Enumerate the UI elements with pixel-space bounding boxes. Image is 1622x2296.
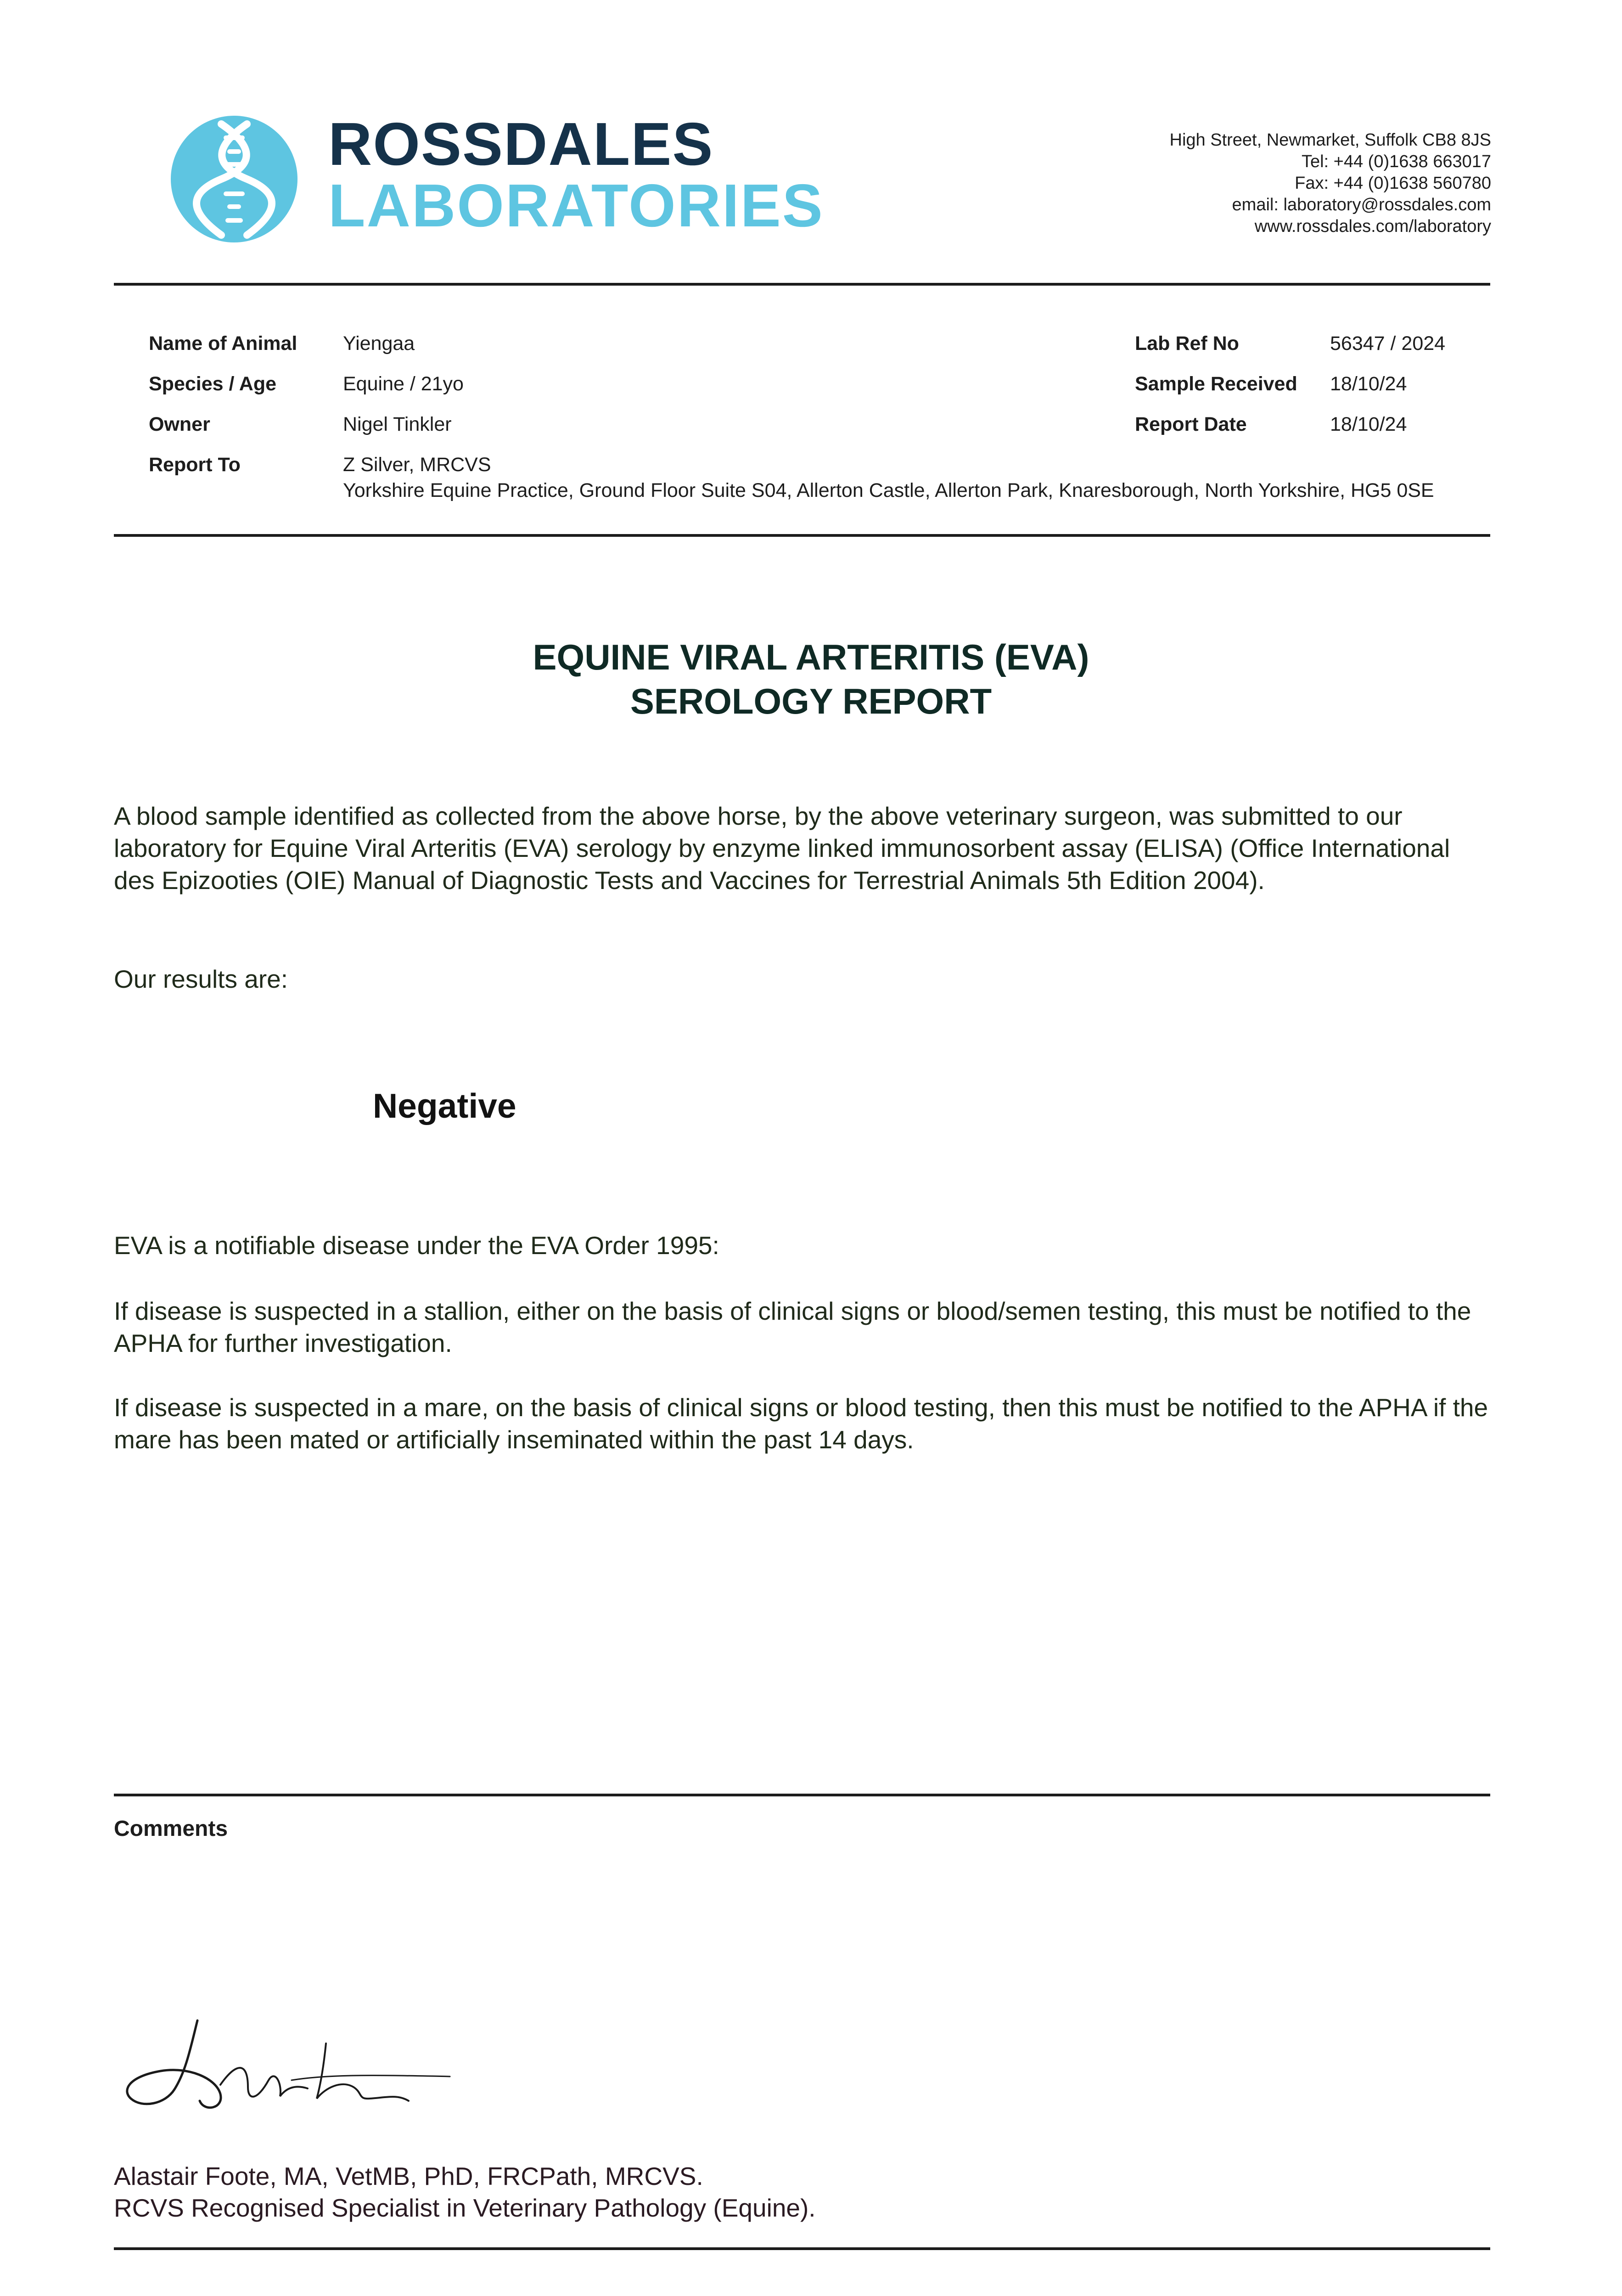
footer-divider [114,2247,1490,2250]
notifiable-paragraph: EVA is a notifiable disease under the EVA Order 1995: [114,1231,719,1260]
mare-paragraph: If disease is suspected in a mare, on the basis of clinical signs or blood testing, then this must be notified to the APHA if the mare has been mated or artificially inseminated within the past 14 days. [114,1393,1488,1454]
address-tel: Tel: +44 (0)1638 663017 [1301,152,1491,171]
address-email: email: laboratory@rossdales.com [1232,195,1491,214]
name-of-animal-label: Name of Animal [149,332,297,355]
dna-helix-icon [170,115,298,243]
species-age-value: Equine / 21yo [343,373,464,395]
address-website: www.rossdales.com/laboratory [1254,217,1491,236]
report-to-address: Yorkshire Equine Practice, Ground Floor Suite S04, Allerton Castle, Allerton Park, Knaresborough, North Yorkshire, HG5 0SE [343,479,1434,501]
sample-received-value: 18/10/24 [1330,373,1407,395]
comments-label: Comments [114,1817,228,1841]
report-to-label: Report To [149,454,241,476]
owner-label: Owner [149,413,210,435]
name-of-animal-value: Yiengaa [343,332,415,355]
lab-ref-label: Lab Ref No [1135,332,1239,355]
results-intro: Our results are: [114,965,288,993]
stallion-paragraph: If disease is suspected in a stallion, either on the basis of clinical signs or blood/semen testing, this must be notified to the APHA for further investigation. [114,1297,1471,1357]
details-divider [114,534,1490,537]
handwritten-signature [110,2007,477,2122]
sample-received-label: Sample Received [1135,373,1297,395]
owner-value: Nigel Tinkler [343,413,452,435]
report-to-name: Z Silver, MRCVS [343,454,491,476]
intro-paragraph: A blood sample identified as collected from the above horse, by the above veterinary surgeon, was submitted to our laboratory for Equine Viral Arteritis (EVA) serology by enzyme linked immunosorbent assay (ELISA) (Office International des Epizooties (OIE) Manual of Diagnostic Tests and Vaccines for Terrestrial Animals 5th Edition 2004). [114,802,1450,895]
signatory-title: RCVS Recognised Specialist in Veterinary Pathology (Equine). [114,2194,816,2222]
species-age-label: Species / Age [149,373,277,395]
brand-name: ROSSDALES [328,110,714,178]
signatory-name: Alastair Foote, MA, VetMB, PhD, FRCPath, MRCVS. [114,2162,703,2190]
address-fax: Fax: +44 (0)1638 560780 [1295,174,1491,193]
report-subtitle: SEROLOGY REPORT [630,681,992,721]
comments-divider [114,1794,1490,1796]
brand-subtitle: LABORATORIES [328,172,824,239]
report-date-label: Report Date [1135,413,1247,435]
lab-ref-value: 56347 / 2024 [1330,332,1446,355]
lab-address [1170,129,1491,237]
header-divider [114,283,1490,286]
report-title: EQUINE VIRAL ARTERITIS (EVA) [533,637,1089,677]
result-value: Negative [373,1086,516,1125]
address-street: High Street, Newmarket, Suffolk CB8 8JS [1169,130,1491,150]
report-date-value: 18/10/24 [1330,413,1407,435]
